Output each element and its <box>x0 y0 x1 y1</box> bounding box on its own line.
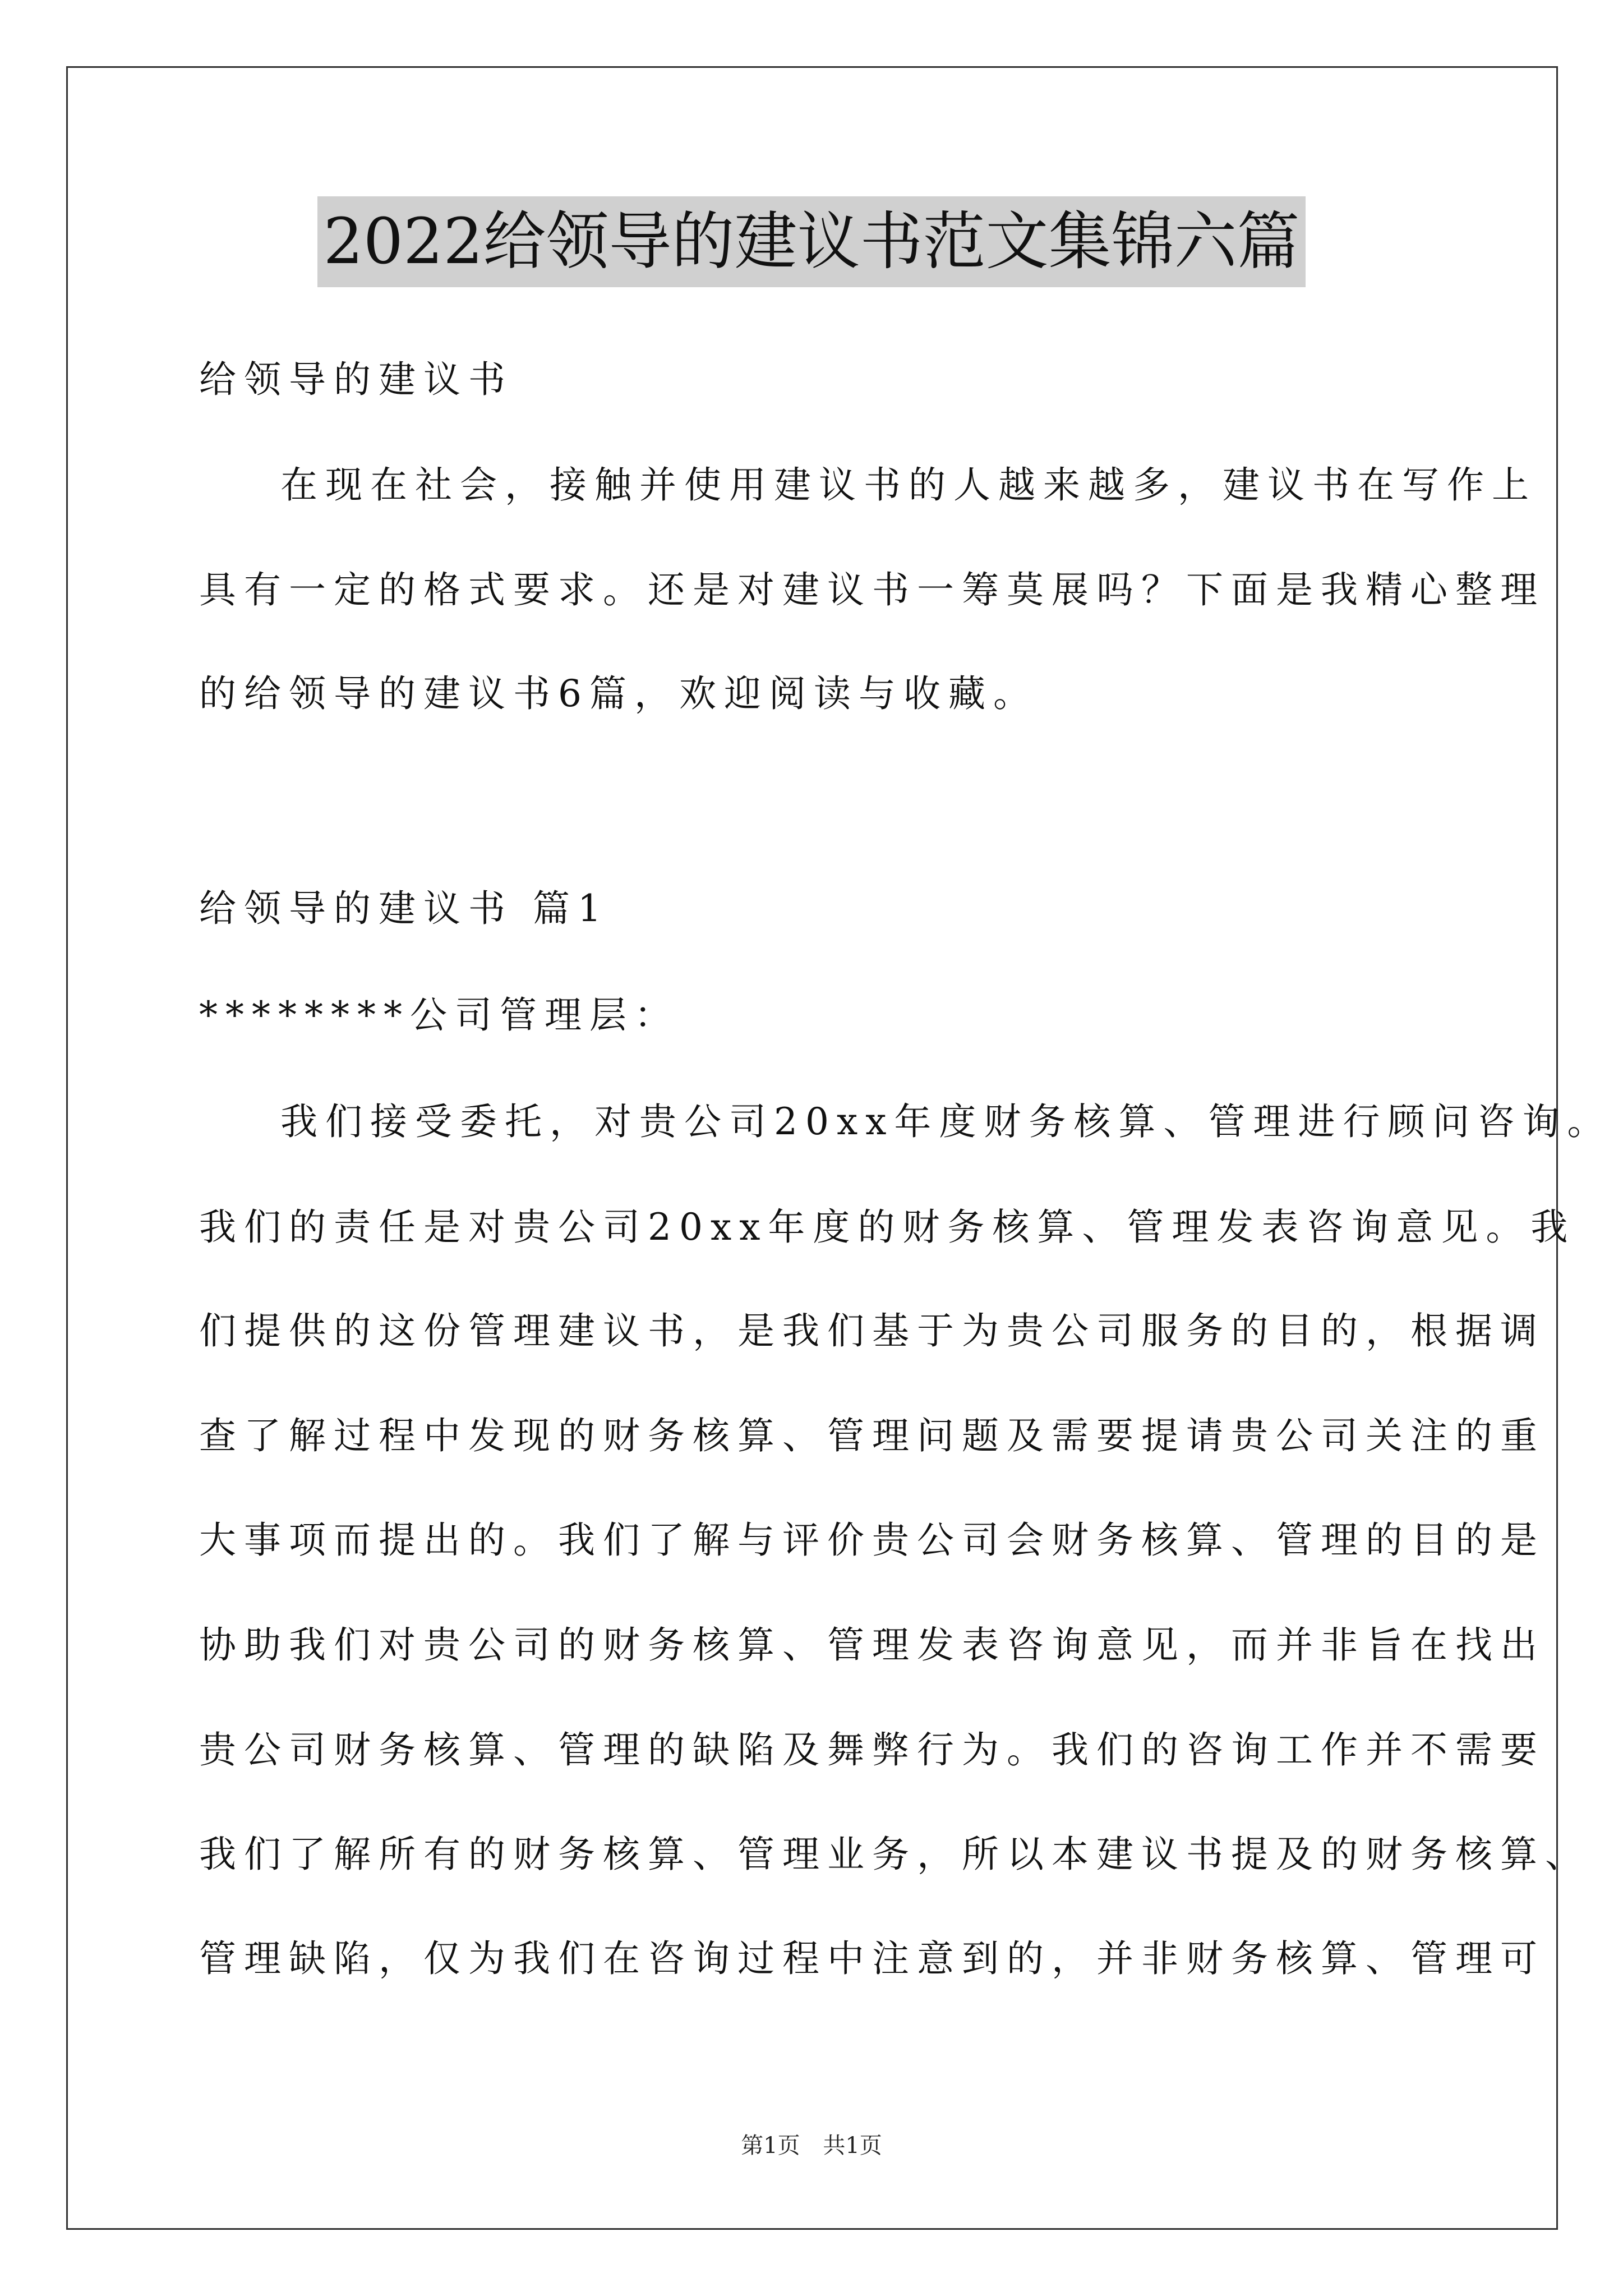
body-line-4: 查了解过程中发现的财务核算、管理问题及需要提请贵公司关注的重 <box>199 1414 1545 1457</box>
page-total: 共1页 <box>823 2133 882 2159</box>
document-title: 2022给领导的建议书范文集锦六篇 <box>317 196 1305 287</box>
body-line-3: 们提供的这份管理建议书，是我们基于为贵公司服务的目的，根据调 <box>199 1309 1545 1352</box>
body-line-9: 管理缺陷，仅为我们在咨询过程中注意到的，并非财务核算、管理可 <box>199 1937 1545 1980</box>
body-line-7: 贵公司财务核算、管理的缺陷及舞弊行为。我们的咨询工作并不需要 <box>199 1728 1545 1772</box>
intro-line-2: 具有一定的格式要求。还是对建议书一筹莫展吗？下面是我精心整理 <box>199 568 1545 611</box>
body-line-5: 大事项而提出的。我们了解与评价贵公司会财务核算、管理的目的是 <box>199 1519 1545 1562</box>
page-footer <box>0 2132 1623 2160</box>
body-line-6: 协助我们对贵公司的财务核算、管理发表咨询意见，而并非旨在找出 <box>199 1623 1545 1667</box>
intro-line-1: 在现在社会，接触并使用建议书的人越来越多，建议书在写作上 <box>280 463 1537 507</box>
document-subtitle: 给领导的建议书 <box>199 358 513 401</box>
body-line-1: 我们接受委托，对贵公司20xx年度财务核算、管理进行顾问咨询。 <box>280 1100 1612 1143</box>
intro-line-3: 的给领导的建议书6篇，欢迎阅读与收藏。 <box>199 672 1038 715</box>
body-line-2: 我们的责任是对贵公司20xx年度的财务核算、管理发表咨询意见。我 <box>199 1205 1576 1249</box>
section-heading: 给领导的建议书 篇1 <box>199 887 609 930</box>
body-line-8: 我们了解所有的财务核算、管理业务，所以本建议书提及的财务核算、 <box>199 1833 1590 1876</box>
page-number: 第1页 <box>741 2133 800 2159</box>
salutation: ********公司管理层： <box>199 993 679 1037</box>
title-container <box>0 196 1623 287</box>
